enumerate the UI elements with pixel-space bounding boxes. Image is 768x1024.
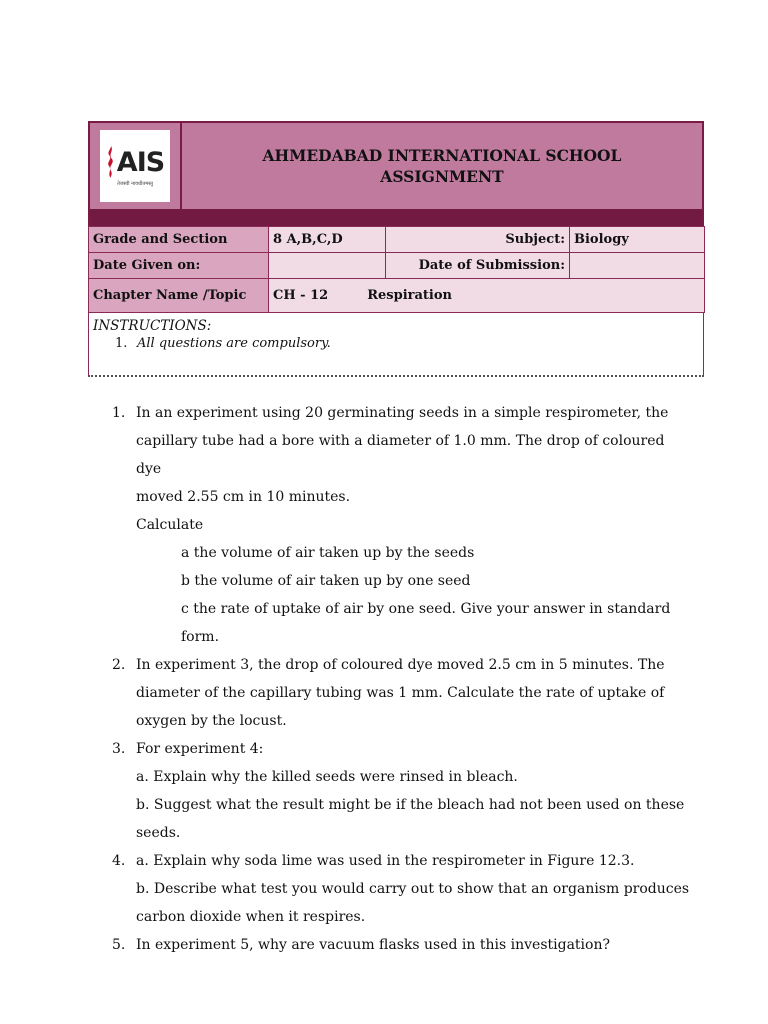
instruction-item [115, 336, 699, 351]
question-line: In an experiment using 20 germinating seeds in a simple respirometer, the [136, 405, 669, 421]
info-row-dates [89, 253, 705, 279]
chapter-label: Chapter Name /Topic [89, 279, 269, 313]
question-line: capillary tube had a bore with a diameter of 1.0 mm. The drop of coloured dye [136, 433, 665, 477]
question-line: b. Suggest what the result might be if the bleach had not been used on these [136, 797, 685, 813]
question-line: seeds. [136, 825, 181, 841]
question-line: For experiment 4: [136, 741, 264, 757]
info-table [88, 226, 705, 313]
question-list [112, 399, 692, 959]
submission-label: Date of Submission: [386, 253, 570, 279]
sub-question: b the volume of air taken up by one seed [181, 573, 471, 589]
school-name: AHMEDABAD INTERNATIONAL SCHOOL [262, 146, 622, 165]
sub-question: a the volume of air taken up by the seeds [181, 545, 475, 561]
instruction-number: 1. [115, 336, 128, 351]
date-given-value [269, 253, 386, 279]
grade-label: Grade and Section [89, 227, 269, 253]
question-number: 3. [112, 741, 126, 757]
document-type: ASSIGNMENT [380, 167, 504, 186]
question-line: In experiment 3, the drop of coloured dye moved 2.5 cm in 5 minutes. The [136, 657, 665, 673]
question-line: b. Describe what test you would carry out to show that an organism produces [136, 881, 690, 897]
info-row-chapter [89, 279, 705, 313]
title-cell [182, 123, 702, 209]
grade-value: 8 A,B,C,D [269, 227, 386, 253]
instruction-text: All questions are compulsory. [137, 336, 331, 351]
chapter-topic: Respiration [367, 288, 452, 303]
question-1 [112, 399, 692, 651]
question-line: diameter of the capillary tubing was 1 mm. Calculate the rate of uptake of [136, 685, 665, 701]
logo-tagline: तेजस्वी नावधीतमस्तु [116, 181, 154, 187]
submission-value [570, 253, 705, 279]
question-line: Calculate [136, 517, 204, 533]
question-4 [112, 847, 692, 931]
subject-label: Subject: [386, 227, 570, 253]
question-number: 2. [112, 657, 126, 673]
assignment-sheet [88, 121, 704, 377]
chapter-value [269, 279, 705, 313]
question-2 [112, 651, 692, 735]
flame-icon [106, 145, 116, 179]
question-3 [112, 735, 692, 847]
instructions-box [88, 313, 704, 377]
date-given-label: Date Given on: [89, 253, 269, 279]
question-number: 5. [112, 937, 126, 953]
instructions-title: INSTRUCTIONS: [93, 318, 212, 334]
subject-value: Biology [570, 227, 705, 253]
question-line: carbon dioxide when it respires. [136, 909, 366, 925]
question-number: 4. [112, 853, 126, 869]
info-row-grade [89, 227, 705, 253]
header-band [88, 209, 704, 226]
question-line: In experiment 5, why are vacuum flasks used in this investigation? [136, 937, 610, 953]
question-line: a. Explain why soda lime was used in the respirometer in Figure 12.3. [136, 853, 635, 869]
question-line: a. Explain why the killed seeds were rinsed in bleach. [136, 769, 518, 785]
question-5 [112, 931, 692, 959]
school-logo [100, 130, 170, 202]
logo-text: AIS [116, 146, 165, 178]
question-line: moved 2.55 cm in 10 minutes. [136, 489, 351, 505]
logo-cell [90, 123, 182, 209]
sub-question: c the rate of uptake of air by one seed. Give your answer in standard form. [181, 601, 671, 645]
question-number: 1. [112, 405, 126, 421]
school-header [88, 121, 704, 209]
chapter-code: CH - 12 [273, 288, 329, 303]
question-line: oxygen by the locust. [136, 713, 287, 729]
